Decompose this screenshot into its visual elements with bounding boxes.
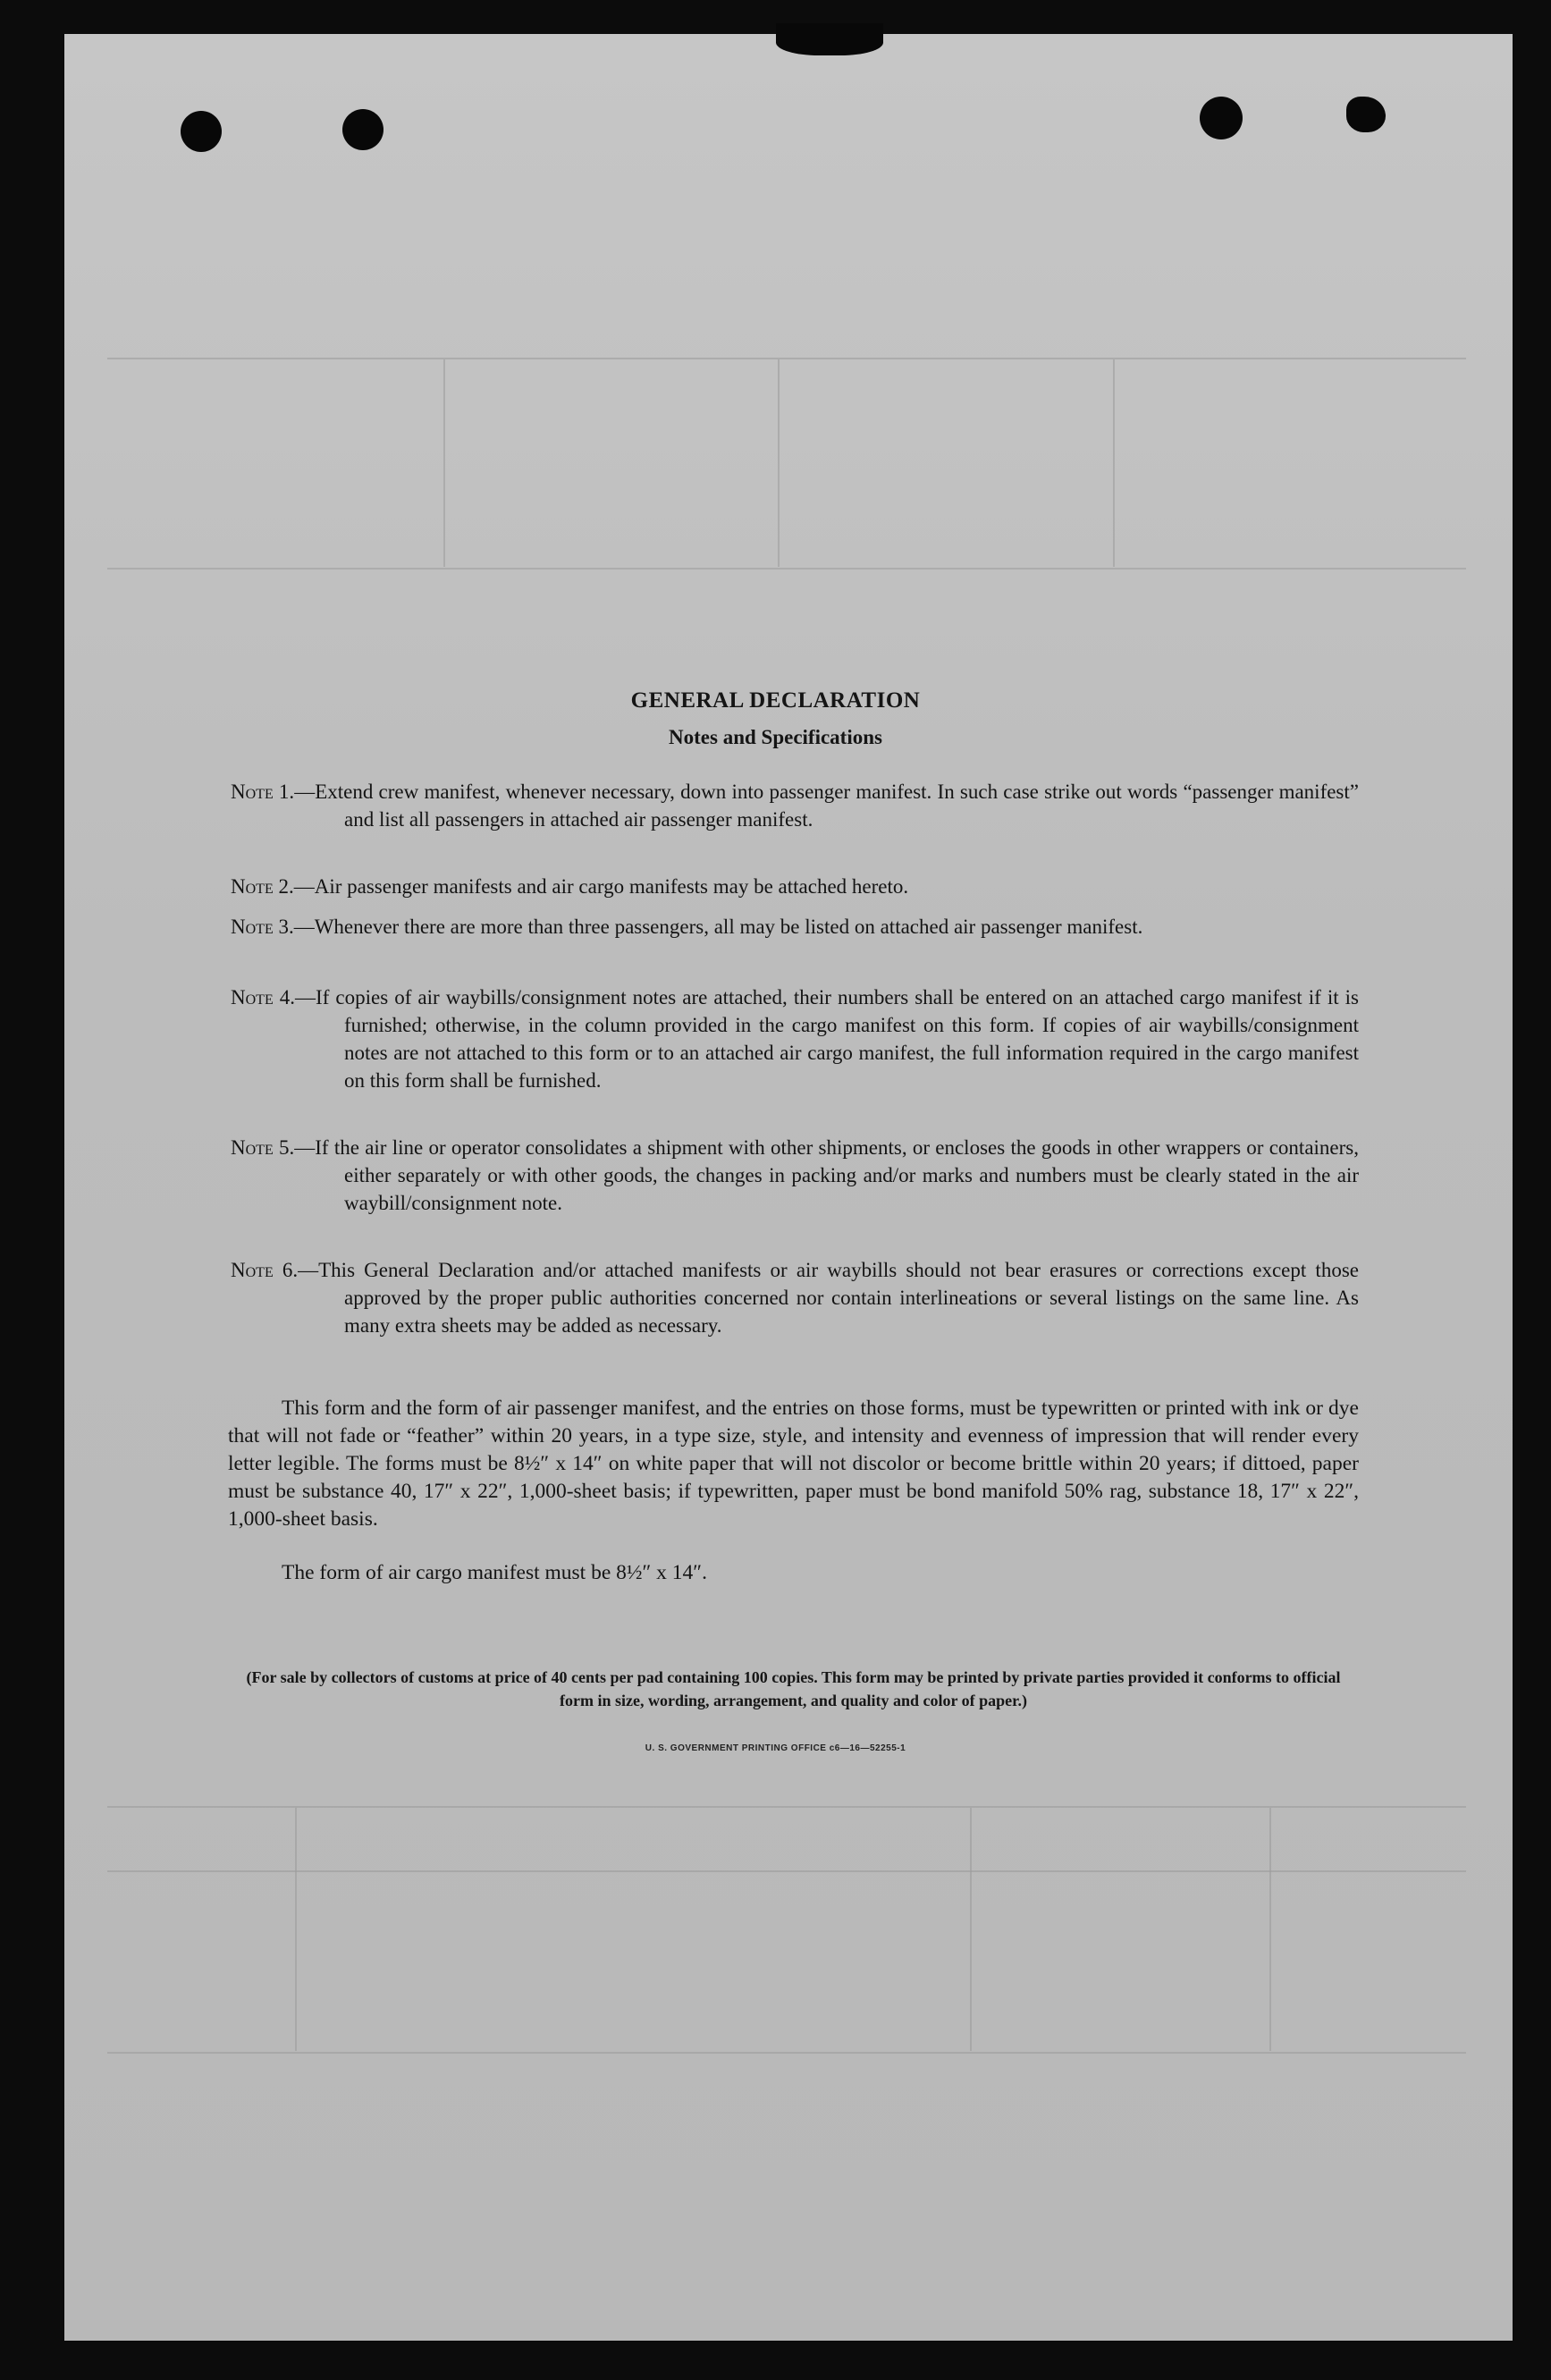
punch-hole-left bbox=[181, 111, 222, 152]
page-title: GENERAL DECLARATION bbox=[630, 688, 921, 713]
bleed-through-rule bbox=[107, 568, 1466, 570]
note-3 bbox=[231, 913, 1359, 941]
note-label: Note 6. bbox=[231, 1259, 299, 1281]
sale-notice: (For sale by collectors of customs at price of 40 cents per pad containing 100 copies. This form may be printed by private parties provided it conforms to official form in size, wording, arrangement, and quality and color of paper.) bbox=[246, 1668, 1341, 1709]
note-label: Note 4. bbox=[231, 986, 296, 1009]
note-text: —Extend crew manifest, whenever necessary, down into passenger manifest. In such case strike out words “passenger manifest” and list all passengers in attached air passenger manifest. bbox=[294, 781, 1359, 831]
bleed-through-rule bbox=[1269, 1808, 1271, 2051]
bleed-through-rule bbox=[107, 358, 1466, 359]
note-text: —If copies of air waybills/consignment notes are attached, their numbers shall be entered on an attached cargo manifest if it is furnished; otherwise, in the column provided in the cargo manifest on this form. If copies of air waybills/consignment notes are not attached to this form or to an attached air cargo manifest, the full information required in the cargo manifest on this form shall be furnished. bbox=[295, 986, 1359, 1092]
note-text: —If the air line or operator consolidates a shipment with other shipments, or encloses the goods in other wrappers or containers, either separately or with other goods, the changes in packing and/or marks and numbers must be clearly stated in the air waybill/consignment note. bbox=[294, 1136, 1359, 1214]
bleed-through-rule bbox=[107, 1806, 1466, 1808]
bleed-through-rule bbox=[295, 1808, 297, 2051]
page-subtitle: Notes and Specifications bbox=[669, 726, 882, 748]
torn-edge-top bbox=[776, 23, 883, 55]
note-label: Note 3. bbox=[231, 916, 294, 938]
note-5 bbox=[231, 1134, 1359, 1217]
note-2 bbox=[231, 873, 1359, 900]
note-text: —This General Declaration and/or attached manifests or air waybills should not bear erasures or corrections except those approved by the proper public authorities concerned nor contain interlineations or several listings on the same line. As many extra sheets may be added as necessary. bbox=[298, 1259, 1359, 1337]
punch-hole-right bbox=[1200, 97, 1243, 139]
cargo-manifest-size-line: The form of air cargo manifest must be 8½″ x 14″. bbox=[282, 1561, 707, 1584]
punch-hole-center-left bbox=[342, 109, 384, 150]
printer-imprint: U. S. GOVERNMENT PRINTING OFFICE c6—16—52255-1 bbox=[645, 1743, 906, 1753]
note-6 bbox=[231, 1256, 1359, 1339]
bleed-through-rule bbox=[443, 359, 445, 567]
note-text: —Whenever there are more than three passengers, all may be listed on attached air passenger manifest. bbox=[293, 916, 1143, 938]
bleed-through-rule bbox=[1113, 359, 1115, 567]
form-specification-paragraph: This form and the form of air passenger manifest, and the entries on those forms, must be typewritten or printed with ink or dye that will not fade or “feather” within 20 years, in a type size, style, and intensity and evenness of impression that will render every letter legible. The forms must be 8½″ x 14″ on white paper that will not discolor or become brittle within 20 years; if dittoed, paper must be substance 40, 17″ x 22″, 1,000-sheet basis; if typewritten, paper must be bond manifold 50% rag, substance 18, 17″ x 22″, 1,000-sheet basis. bbox=[228, 1397, 1359, 1531]
bleed-through-rule bbox=[778, 359, 780, 567]
bleed-through-rule bbox=[970, 1808, 972, 2051]
note-text: —Air passenger manifests and air cargo manifests may be attached hereto. bbox=[293, 875, 909, 898]
note-4 bbox=[231, 983, 1359, 1094]
note-label: Note 2. bbox=[231, 875, 294, 898]
punch-hole-far-right bbox=[1346, 97, 1386, 132]
bleed-through-rule bbox=[107, 2052, 1466, 2054]
note-label: Note 1. bbox=[231, 781, 295, 803]
bleed-through-rule bbox=[107, 1870, 1466, 1872]
note-1 bbox=[231, 778, 1359, 833]
note-label: Note 5. bbox=[231, 1136, 295, 1159]
